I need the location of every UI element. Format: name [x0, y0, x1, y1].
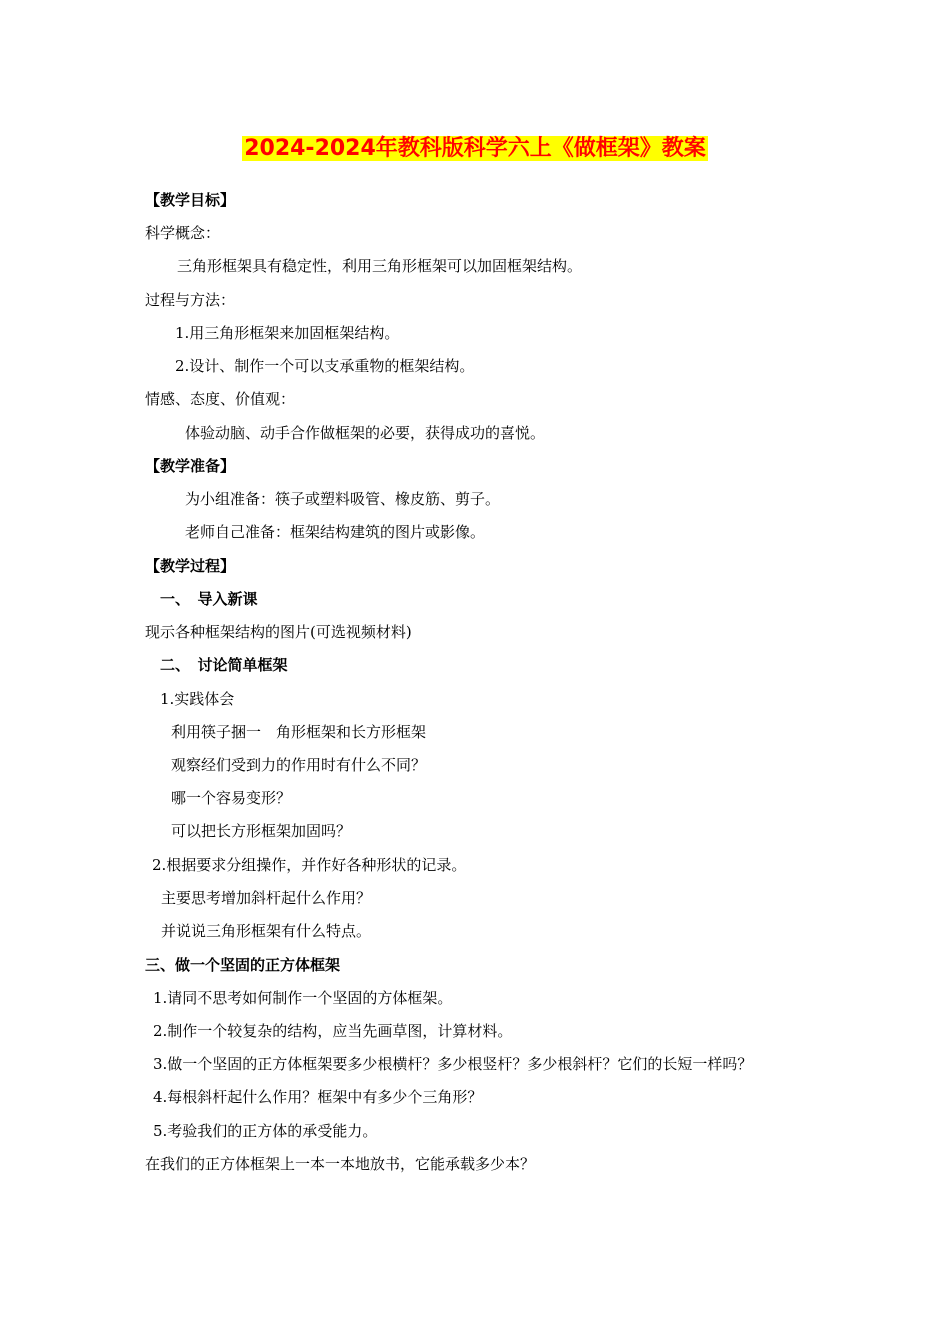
section-heading-process: 【教学过程】	[145, 557, 236, 575]
list-item: 1.用三角形框架来加固框架结构。	[175, 324, 400, 342]
list-item: 2.设计、制作一个可以支承重物的框架结构。	[175, 357, 475, 375]
paragraph: 哪一个容易变形？	[171, 789, 292, 807]
paragraph: 在我们的正方体框架上一本一本地放书，它能承载多少本？	[145, 1155, 536, 1173]
paragraph: 观察经们受到力的作用时有什么不同？	[171, 756, 427, 774]
list-item: 1.请同不思考如何制作一个坚固的方体框架。	[153, 989, 453, 1007]
list-item: 1.实践体会	[160, 690, 235, 708]
subheading-science-concept: 科学概念：	[145, 224, 221, 242]
subheading-process-method: 过程与方法：	[145, 291, 236, 309]
paragraph: 为小组准备：筷子或塑料吸管、橡皮筋、剪子。	[185, 490, 501, 508]
list-item: 3.做一个坚固的正方体框架要多少根横杆？多少根竖杆？多少根斜杆？它们的长短一样吗？	[153, 1055, 753, 1073]
title-text: 2024-2024年教科版科学六上《做框架》教案	[244, 136, 706, 161]
list-item: 2.制作一个较复杂的结构，应当先画草图，计算材料。	[153, 1022, 513, 1040]
section-heading-objectives: 【教学目标】	[145, 191, 236, 209]
paragraph: 并说说三角形框架有什么特点。	[161, 922, 372, 940]
step-heading-discussion: 二、 讨论简单框架	[160, 656, 288, 674]
paragraph: 利用筷子捆一 角形框架和长方形框架	[171, 723, 427, 741]
section-heading-preparation: 【教学准备】	[145, 457, 236, 475]
list-item: 4.每根斜杆起什么作用？框架中有多少个三角形？	[153, 1088, 483, 1106]
paragraph: 体验动脑、动手合作做框架的必要，获得成功的喜悦。	[185, 424, 546, 442]
list-item: 5.考验我们的正方体的承受能力。	[153, 1122, 378, 1140]
step-heading-cube-frame: 三、做一个坚固的正方体框架	[145, 956, 341, 974]
paragraph: 现示各种框架结构的图片(可选视频材料)	[145, 623, 412, 641]
step-heading-introduction: 一、 导入新课	[160, 590, 258, 608]
paragraph: 老师自己准备：框架结构建筑的图片或影像。	[185, 523, 486, 541]
subheading-emotion-attitude: 情感、态度、价值观：	[145, 390, 296, 408]
list-item: 2.根据要求分组操作，并作好各种形状的记录。	[152, 856, 467, 874]
paragraph: 主要思考增加斜杆起什么作用？	[161, 889, 372, 907]
document-title	[0, 133, 950, 165]
paragraph: 可以把长方形框架加固吗？	[171, 822, 352, 840]
paragraph: 三角形框架具有稳定性，利用三角形框架可以加固框架结构。	[177, 257, 583, 275]
